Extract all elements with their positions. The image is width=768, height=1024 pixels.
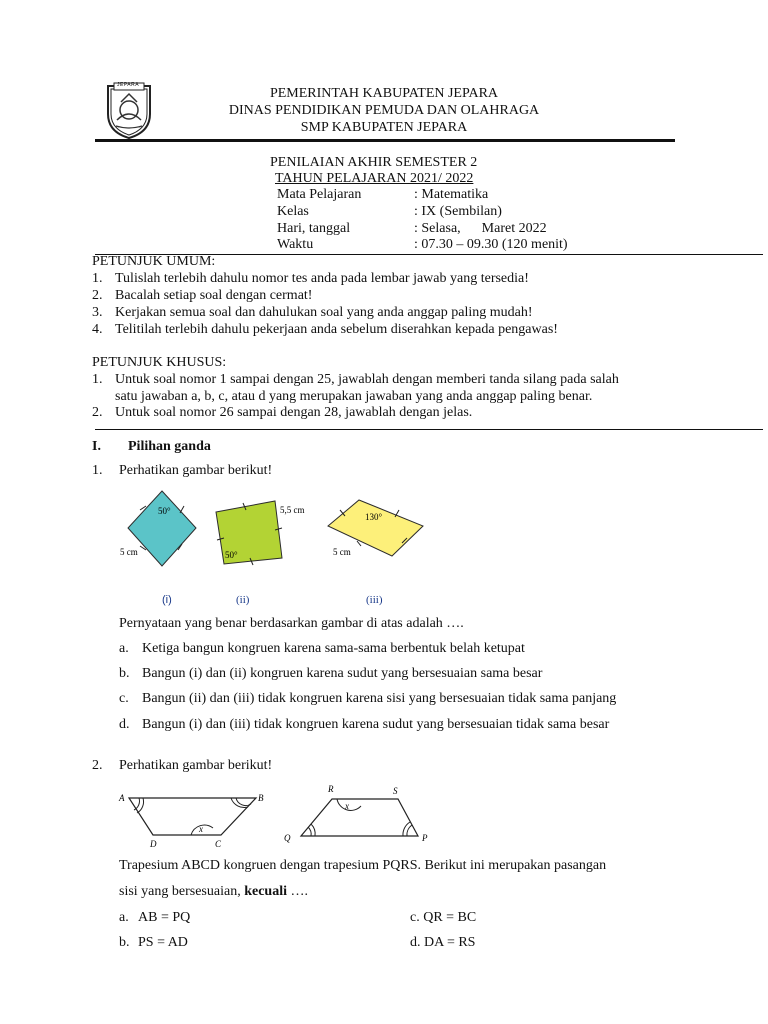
figure-label-iii: (iii) xyxy=(366,594,383,606)
option-letter[interactable]: c. xyxy=(119,691,129,706)
meta-key-date: Hari, tanggal xyxy=(277,221,351,236)
meta-key-subject: Mata Pelajaran xyxy=(277,187,362,202)
side-ii-label: 5,5 cm xyxy=(280,505,305,515)
header-line-3: SMP KABUPATEN JEPARA xyxy=(300,120,468,135)
option-text[interactable]: c. QR = BC xyxy=(410,910,477,925)
vertex-r-label: R xyxy=(328,784,334,794)
option-text[interactable]: AB = PQ xyxy=(138,910,191,925)
option-letter[interactable]: d. xyxy=(119,717,130,732)
section-number: I. xyxy=(92,439,101,454)
header-divider xyxy=(95,139,675,142)
angle-i-label: 50° xyxy=(158,506,171,516)
side-i-label: 5 cm xyxy=(120,547,138,557)
option-text[interactable]: Bangun (i) dan (ii) kongruen karena sudut yang bersesuaian sama besar xyxy=(142,666,543,681)
option-letter[interactable]: a. xyxy=(119,641,129,656)
meta-key-time: Waktu xyxy=(277,237,314,252)
vertex-a-label: A xyxy=(119,793,125,803)
vertex-b-label: B xyxy=(258,793,264,803)
exam-title: PENILAIAN AKHIR SEMESTER 2 xyxy=(270,155,478,170)
question-2-stem-line-2 xyxy=(119,884,308,900)
vertex-q-label: Q xyxy=(284,833,291,843)
exam-year: TAHUN PELAJARAN 2021/ 2022 xyxy=(275,171,474,186)
option-letter[interactable]: b. xyxy=(119,666,130,681)
option-text[interactable]: d. DA = RS xyxy=(410,935,476,950)
general-item-num: 2. xyxy=(92,288,103,303)
logo-text: JEPARA xyxy=(117,82,140,88)
question-1-figure xyxy=(110,488,440,613)
instructions-divider xyxy=(95,429,763,430)
header-line-1: PEMERINTAH KABUPATEN JEPARA xyxy=(269,86,499,101)
trapezoid-pqrs xyxy=(301,799,418,836)
general-item: Kerjakan semua soal dan dahulukan soal yang anda anggap paling mudah! xyxy=(115,305,533,320)
option-letter[interactable]: a. xyxy=(119,910,129,925)
section-title: Pilihan ganda xyxy=(128,439,211,454)
special-item-1-line-2: satu jawaban a, b, c, atau d yang merupakan jawaban yang anda anggap paling benar. xyxy=(115,389,593,404)
special-item-num: 1. xyxy=(92,372,103,387)
stem-pre: sisi yang bersesuaian, xyxy=(119,884,241,899)
question-2-figure xyxy=(115,782,435,852)
special-item-1-line-1: Untuk soal nomor 1 sampai dengan 25, jawablah dengan memberi tanda silang pada salah xyxy=(115,372,619,387)
question-2-number: 2. xyxy=(92,758,103,773)
shape-i-rhombus xyxy=(128,491,196,566)
option-text[interactable]: Ketiga bangun kongruen karena sama-sama berbentuk belah ketupat xyxy=(142,641,525,656)
general-item: Bacalah setiap soal dengan cermat! xyxy=(115,288,313,303)
vertex-c-label: C xyxy=(215,839,222,849)
question-2-stem-line-1: Trapesium ABCD kongruen dengan trapesium PQRS. Berikut ini merupakan pasangan xyxy=(119,858,607,873)
vertex-d-label: D xyxy=(150,839,157,849)
special-item-num: 2. xyxy=(92,405,103,420)
special-heading: PETUNJUK KHUSUS: xyxy=(92,355,227,370)
angle-ii-label: 50° xyxy=(225,550,238,560)
side-iii-label: 5 cm xyxy=(333,547,351,557)
general-item-num: 1. xyxy=(92,271,103,286)
meta-value-class: : IX (Sembilan) xyxy=(414,204,502,219)
general-item-num: 4. xyxy=(92,322,103,337)
question-1-stem: Pernyataan yang benar berdasarkan gambar di atas adalah …. xyxy=(119,616,464,631)
angle-iii-label: 130° xyxy=(365,512,383,522)
vertex-s-label: S xyxy=(393,786,398,796)
vertex-p-label: P xyxy=(422,833,428,843)
header-line-2: DINAS PENDIDIKAN PEMUDA DAN OLAHRAGA xyxy=(228,103,540,118)
meta-value-time: : 07.30 – 09.30 (120 menit) xyxy=(414,237,568,252)
figure-label-ii: (ii) xyxy=(236,594,250,606)
meta-value-subject: : Matematika xyxy=(414,187,489,202)
question-1-number: 1. xyxy=(92,463,103,478)
question-2-prompt: Perhatikan gambar berikut! xyxy=(119,758,273,773)
meta-value-date: : Selasa, Maret 2022 xyxy=(414,221,547,236)
general-heading: PETUNJUK UMUM: xyxy=(92,254,216,269)
angle-x-label-1: x xyxy=(199,824,203,834)
meta-key-class: Kelas xyxy=(277,204,309,219)
option-text[interactable]: Bangun (i) dan (iii) tidak kongruen karena sudut yang bersesuaian tidak sama besar xyxy=(142,717,610,732)
option-letter[interactable]: b. xyxy=(119,935,130,950)
figure-label-i: (i) xyxy=(162,594,172,606)
option-text[interactable]: Bangun (ii) dan (iii) tidak kongruen karena sisi yang bersesuaian tidak sama panjang xyxy=(142,691,617,706)
option-text[interactable]: PS = AD xyxy=(138,935,188,950)
stem-emphasis: kecuali xyxy=(244,884,287,899)
stem-post: …. xyxy=(290,884,308,899)
general-item: Telitilah terlebih dahulu pekerjaan anda sebelum diserahkan kepada pengawas! xyxy=(115,322,558,337)
general-item-num: 3. xyxy=(92,305,103,320)
angle-x-label-2: x xyxy=(345,801,349,811)
general-item: Tulislah terlebih dahulu nomor tes anda pada lembar jawab yang tersedia! xyxy=(115,271,529,286)
trapezoid-abcd xyxy=(129,798,256,835)
special-item-2: Untuk soal nomor 26 sampai dengan 28, jawablah dengan jelas. xyxy=(115,405,473,420)
question-1-prompt: Perhatikan gambar berikut! xyxy=(119,463,273,478)
